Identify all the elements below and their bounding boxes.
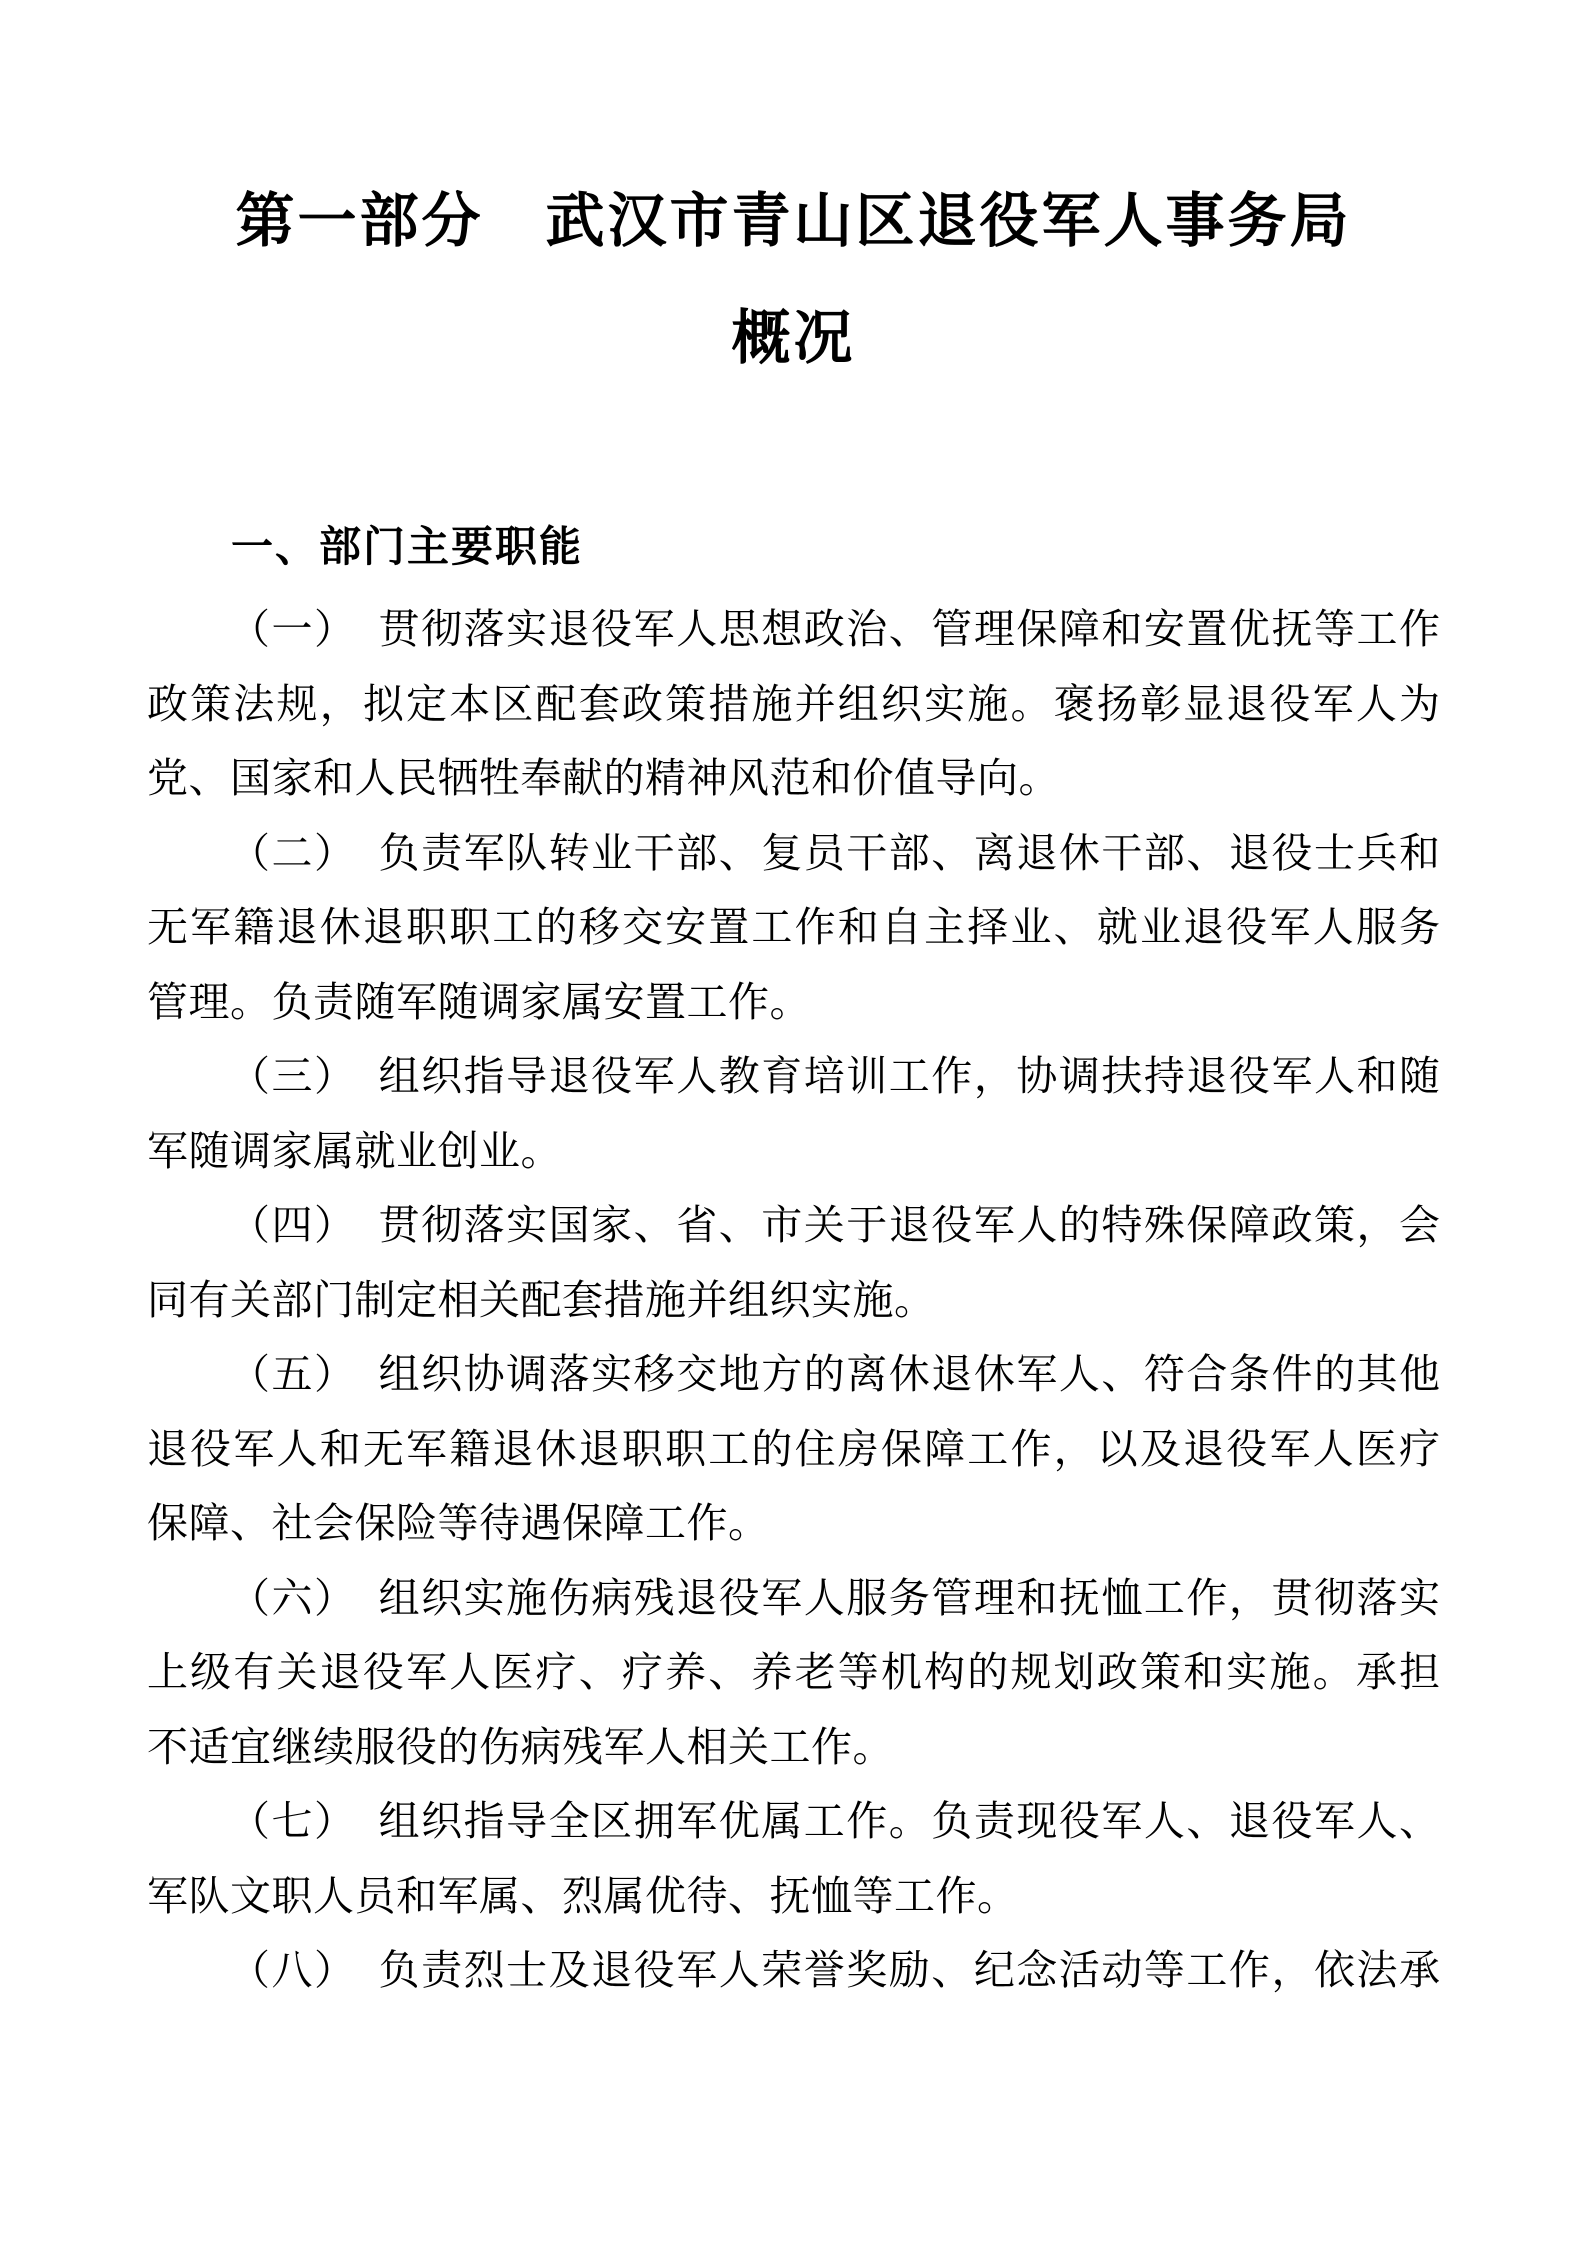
paragraph-6: [147, 1561, 1440, 1785]
body-line: （八） 负责烈士及退役军人荣誉奖励、纪念活动等工作，依法承: [229, 1947, 1440, 1993]
body-line: 保障、社会保险等待遇保障工作。: [147, 1500, 770, 1546]
paragraph-7: [147, 1784, 1440, 1933]
body-line: 上级有关退役军人医疗、疗养、养老等机构的规划政策和实施。承担: [147, 1649, 1440, 1695]
body-line: 退役军人和无军籍退休退职职工的住房保障工作，以及退役军人医疗: [147, 1425, 1440, 1472]
body-line: （三） 组织指导退役军人教育培训工作，协调扶持退役军人和随: [229, 1053, 1440, 1099]
document-title-line-1: 第一部分 武汉市青山区退役军人事务局: [235, 188, 1352, 254]
body-line: （七） 组织指导全区拥军优属工作。负责现役军人、退役军人、: [229, 1798, 1440, 1844]
body-line: 不适宜继续服役的伤病残军人相关工作。: [147, 1723, 894, 1770]
paragraph-2: [147, 816, 1440, 1040]
paragraph-1: [147, 592, 1440, 816]
paragraph-5: [147, 1337, 1440, 1561]
document-title: [147, 0, 1440, 397]
paragraph-8: [147, 1933, 1440, 2008]
body-line: 同有关部门制定相关配套措施并组织实施。: [147, 1276, 936, 1323]
body-line: （一） 贯彻落实退役军人思想政治、管理保障和安置优抚等工作: [229, 606, 1440, 652]
body-line: （二） 负责军队转业干部、复员干部、离退休干部、退役士兵和: [229, 829, 1440, 876]
paragraph-3: [147, 1039, 1440, 1188]
document-title-line-2: 概况: [731, 305, 856, 371]
body-line: 政策法规，拟定本区配套政策措施并组织实施。褒扬彰显退役军人为: [147, 680, 1440, 727]
body-line: 管理。负责随军随调家属安置工作。: [147, 978, 811, 1025]
body-line: 党、国家和人民牺牲奉献的精神风范和价值导向。: [147, 755, 1060, 801]
body-line: 军队文职人员和军属、烈属优待、抚恤等工作。: [147, 1872, 1019, 1919]
section-heading-main-functions: 一、部门主要职能: [231, 523, 584, 570]
body-line: （六） 组织实施伤病残退役军人服务管理和抚恤工作，贯彻落实: [229, 1574, 1440, 1621]
body-line: （五） 组织协调落实移交地方的离休退休军人、符合条件的其他: [229, 1351, 1440, 1397]
body-line: （四） 贯彻落实国家、省、市关于退役军人的特殊保障政策，会: [229, 1202, 1440, 1248]
body-line: 军随调家属就业创业。: [147, 1127, 562, 1174]
body-paragraphs: [147, 592, 1440, 2008]
body-line: 无军籍退休退职职工的移交安置工作和自主择业、就业退役军人服务: [147, 904, 1440, 950]
paragraph-4: [147, 1188, 1440, 1337]
